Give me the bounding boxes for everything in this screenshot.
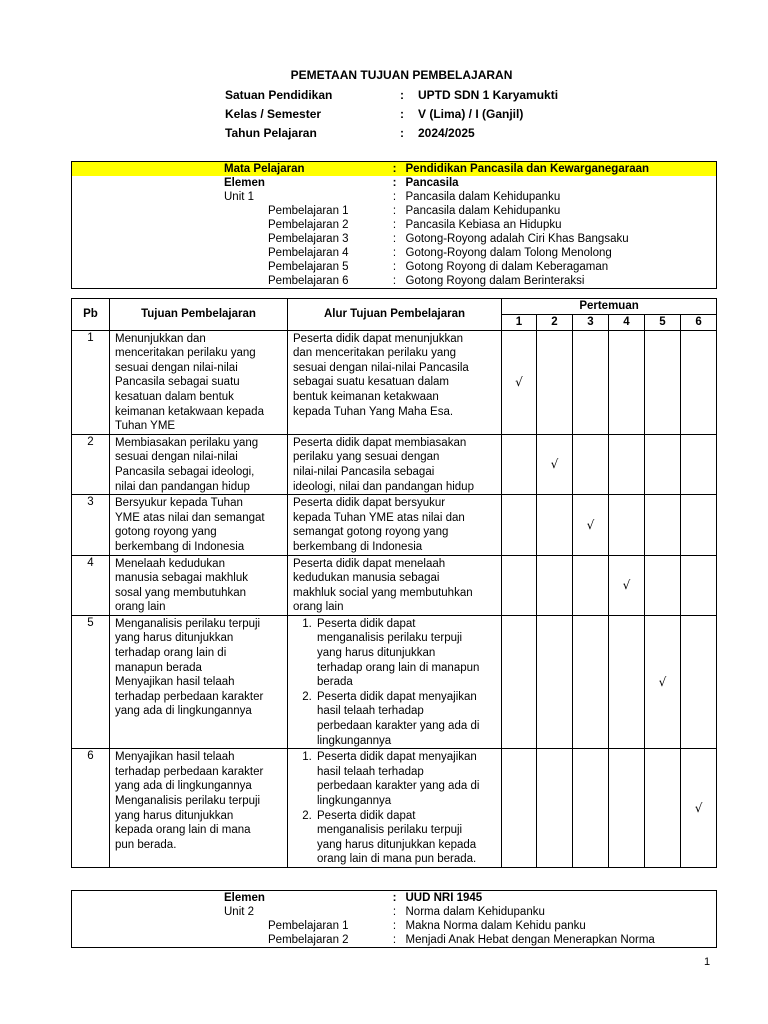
meeting-cell — [681, 495, 717, 555]
checkmark-icon: √ — [694, 800, 703, 815]
tujuan-cell — [110, 749, 288, 868]
lesson-row — [72, 919, 717, 933]
element-label: Elemen — [72, 891, 388, 906]
checkmark-icon: √ — [622, 577, 631, 592]
lesson-value: Pancasila Kebiasa an Hidupku — [402, 218, 717, 232]
alur-line: 1. Peserta didik dapat menyajikan — [317, 751, 477, 764]
meeting-cell — [537, 330, 573, 434]
tujuan-line: yang harus ditunjukkan — [115, 632, 234, 645]
table-row — [72, 495, 717, 555]
lesson-label: Pembelajaran 1 — [72, 204, 388, 218]
alur-line: berada — [317, 676, 353, 689]
tujuan-cell — [110, 495, 288, 555]
tujuan-line: Menyajikan hasil telaah — [115, 676, 235, 689]
subject-label: Mata Pelajaran — [72, 162, 388, 177]
subject-value: Pendidikan Pancasila dan Kewarganegaraan — [402, 162, 717, 177]
separator: : — [392, 219, 397, 231]
alur-line: nilai-nilai Pancasila sebagai — [293, 465, 435, 478]
meeting-cell — [681, 330, 717, 434]
learning-objectives-table — [71, 298, 717, 868]
lesson-value: Pancasila dalam Kehidupanku — [402, 204, 717, 218]
alur-cell — [288, 330, 502, 434]
alur-line: perbedaan karakter yang ada di — [317, 780, 480, 793]
lesson-value: Gotong Royong dalam Berinteraksi — [402, 274, 717, 289]
alur-line: yang harus ditunjukkan — [317, 647, 436, 660]
tujuan-line: pun berada. — [115, 838, 177, 851]
separator: : — [392, 205, 397, 217]
tujuan-line: Membiasakan perilaku yang — [115, 436, 259, 449]
meeting-cell — [645, 434, 681, 494]
page-number: 1 — [704, 956, 711, 968]
meeting-cell — [537, 749, 573, 868]
checkmark-icon: √ — [586, 517, 595, 532]
meeting-header: 5 — [645, 315, 681, 331]
header-pertemuan: Pertemuan — [502, 299, 717, 315]
meeting-cell — [681, 749, 717, 868]
element-label: Elemen — [72, 176, 388, 190]
tujuan-line: sesuai dengan nilai-nilai — [115, 361, 238, 374]
tujuan-line: Menunjukkan dan — [115, 332, 206, 345]
meeting-cell — [573, 749, 609, 868]
tujuan-line: gotong royong yang — [115, 526, 217, 539]
meta-separator: : — [400, 126, 404, 140]
alur-line: ideologi, nilai dan pandangan hidup — [293, 480, 474, 493]
unit2-header-table — [71, 890, 717, 948]
tujuan-line: menceritakan perilaku yang — [115, 347, 256, 360]
alur-cell — [288, 434, 502, 494]
meeting-cell — [573, 615, 609, 748]
pb-number: 3 — [72, 495, 110, 555]
tujuan-line: sesuai dengan nilai-nilai — [115, 451, 238, 464]
alur-list-item — [315, 617, 497, 690]
checkmark-icon: √ — [550, 457, 559, 472]
alur-line: sebagai suatu kesatuan dalam — [293, 376, 449, 389]
meeting-header: 2 — [537, 315, 573, 331]
tujuan-line: Menganalisis perilaku terpuji — [115, 795, 261, 807]
tujuan-line: YME atas nilai dan semangat — [115, 511, 265, 524]
meeting-cell — [573, 495, 609, 555]
tujuan-line: manusia sebagai makhluk — [115, 572, 248, 585]
meeting-cell — [681, 615, 717, 748]
pb-number: 5 — [72, 615, 110, 748]
meeting-cell — [573, 330, 609, 434]
unit-label: Unit 1 — [72, 190, 388, 204]
checkmark-icon: √ — [515, 374, 523, 389]
lesson-label: Pembelajaran 6 — [72, 274, 388, 289]
tujuan-line: Menganalisis perilaku terpuji — [115, 617, 261, 630]
tujuan-line: yang harus ditunjukkan — [115, 809, 234, 822]
tujuan-cell — [110, 330, 288, 434]
lesson-label: Pembelajaran 2 — [72, 218, 388, 232]
meeting-cell — [502, 434, 537, 494]
alur-list-item — [315, 809, 497, 867]
alur-list-item — [315, 750, 497, 808]
alur-line: kepada Tuhan Yang Maha Esa. — [293, 405, 454, 418]
table-row — [72, 330, 717, 434]
lesson-value: Gotong-Royong adalah Ciri Khas Bangsaku — [402, 232, 717, 246]
meeting-cell — [502, 330, 537, 434]
pb-number: 4 — [72, 555, 110, 615]
unit-value: Pancasila dalam Kehidupanku — [402, 190, 717, 204]
alur-line: kedudukan manusia sebagai — [293, 572, 440, 585]
header-tujuan: Tujuan Pembelajaran — [110, 299, 288, 331]
alur-cell — [288, 749, 502, 868]
tujuan-line: Tuhan YME — [115, 420, 176, 433]
element-value: Pancasila — [402, 176, 717, 190]
tujuan-line: keimanan ketakwaan kepada — [115, 405, 264, 418]
meeting-cell — [537, 555, 573, 615]
tujuan-line: Bersyukur kepada Tuhan — [115, 497, 243, 510]
meeting-cell — [609, 749, 645, 868]
pb-number: 6 — [72, 749, 110, 868]
tujuan-cell — [110, 615, 288, 748]
alur-list — [293, 617, 497, 748]
meeting-header: 3 — [573, 315, 609, 331]
meeting-cell — [502, 495, 537, 555]
meta-separator: : — [400, 107, 404, 121]
tujuan-line: yang ada di lingkungannya — [115, 780, 252, 793]
lesson-row — [72, 232, 717, 246]
tujuan-line: kesatuan dalam bentuk — [115, 390, 234, 403]
alur-line: perbedaan karakter yang ada di — [317, 720, 480, 733]
separator: : — [392, 920, 397, 932]
meeting-cell — [502, 749, 537, 868]
element-row — [72, 891, 717, 906]
alur-line: Peserta didik dapat bersyukur — [293, 497, 446, 510]
meeting-cell — [502, 615, 537, 748]
lesson-value: Menjadi Anak Hebat dengan Menerapkan Norma — [402, 933, 717, 948]
lesson-value: Makna Norma dalam Kehidu panku — [402, 919, 717, 933]
meeting-cell — [609, 555, 645, 615]
meeting-cell — [609, 434, 645, 494]
separator: : — [388, 162, 402, 177]
meeting-header: 4 — [609, 315, 645, 331]
alur-cell — [288, 495, 502, 555]
alur-list-item — [315, 690, 497, 748]
unit-label: Unit 2 — [72, 905, 388, 919]
lesson-label: Pembelajaran 2 — [72, 933, 388, 948]
header-alur: Alur Tujuan Pembelajaran — [288, 299, 502, 331]
meeting-cell — [645, 330, 681, 434]
alur-line: makhluk social yang membutuhkan — [293, 586, 473, 599]
alur-cell — [288, 615, 502, 748]
table-row — [72, 615, 717, 748]
alur-line: 1. Peserta didik dapat — [317, 617, 416, 630]
alur-line: menganalisis perilaku terpuji — [317, 632, 463, 645]
meta-value: 2024/2025 — [418, 126, 475, 140]
alur-line: Peserta didik dapat menelaah — [293, 557, 446, 570]
separator: : — [392, 191, 397, 203]
tujuan-line: nilai dan pandangan hidup — [115, 480, 250, 493]
tujuan-line: yang ada di lingkungannya — [115, 705, 252, 718]
lesson-row — [72, 274, 717, 289]
alur-line: terhadap orang lain di manapun — [317, 661, 480, 674]
tujuan-line: terhadap perbedaan karakter — [115, 690, 264, 703]
lesson-label: Pembelajaran 5 — [72, 260, 388, 274]
meta-label: Satuan Pendidikan — [225, 88, 333, 102]
alur-line: orang lain di mana pun berada. — [317, 853, 477, 866]
element-value: UUD NRI 1945 — [402, 891, 717, 906]
lesson-row — [72, 260, 717, 274]
meeting-cell — [645, 749, 681, 868]
alur-line: semangat gotong royong yang — [293, 526, 449, 539]
tujuan-line: manapun berada — [115, 661, 202, 674]
tujuan-line: Menelaah kedudukan — [115, 557, 225, 570]
lesson-row — [72, 204, 717, 218]
tujuan-line: terhadap orang lain di — [115, 647, 227, 660]
table-body — [72, 330, 717, 868]
subject-header-table — [71, 161, 717, 289]
alur-line: menganalisis perilaku terpuji — [317, 824, 463, 837]
meeting-cell — [609, 615, 645, 748]
meeting-cell — [681, 555, 717, 615]
alur-line: bentuk keimanan ketakwaan — [293, 390, 439, 403]
separator: : — [388, 891, 402, 906]
checkmark-icon: √ — [658, 674, 667, 689]
element-row — [72, 176, 717, 190]
separator: : — [392, 233, 397, 245]
alur-line: hasil telaah terhadap — [317, 705, 424, 718]
meeting-cell — [573, 555, 609, 615]
separator: : — [392, 261, 397, 273]
tujuan-line: terhadap perbedaan karakter — [115, 765, 264, 778]
separator: : — [392, 906, 397, 918]
meeting-cell — [645, 495, 681, 555]
meta-value: UPTD SDN 1 Karyamukti — [418, 88, 559, 102]
separator: : — [392, 247, 397, 259]
pb-number: 1 — [72, 330, 110, 434]
unit-row — [72, 905, 717, 919]
tujuan-cell — [110, 434, 288, 494]
meeting-cell — [537, 615, 573, 748]
alur-line: berkembang di Indonesia — [293, 540, 423, 553]
alur-line: orang lain — [293, 601, 344, 614]
meeting-cell — [537, 434, 573, 494]
meeting-header: 1 — [502, 315, 537, 331]
separator: : — [388, 933, 402, 948]
meeting-cell — [537, 495, 573, 555]
alur-line: Peserta didik dapat menunjukkan — [293, 332, 464, 345]
lesson-value: Gotong Royong di dalam Keberagaman — [402, 260, 717, 274]
meeting-header: 6 — [681, 315, 717, 331]
alur-line: lingkungannya — [317, 734, 392, 747]
table-row — [72, 555, 717, 615]
alur-line: sesuai dengan nilai-nilai Pancasila — [293, 361, 469, 374]
tujuan-line: kepada orang lain di mana — [115, 824, 251, 837]
pb-number: 2 — [72, 434, 110, 494]
alur-line: hasil telaah terhadap — [317, 765, 424, 778]
alur-list — [293, 750, 497, 867]
tujuan-line: Menyajikan hasil telaah — [115, 751, 235, 764]
meeting-cell — [681, 434, 717, 494]
meeting-cell — [645, 615, 681, 748]
lesson-row — [72, 246, 717, 260]
alur-line: kepada Tuhan YME atas nilai dan — [293, 511, 465, 524]
table-row — [72, 749, 717, 868]
lesson-label: Pembelajaran 1 — [72, 919, 388, 933]
meeting-cell — [573, 434, 609, 494]
lesson-row — [72, 933, 717, 948]
tujuan-line: berkembang di Indonesia — [115, 540, 245, 553]
meeting-cell — [609, 495, 645, 555]
header-pb: Pb — [72, 299, 110, 331]
tujuan-line: orang lain — [115, 601, 166, 614]
alur-line: lingkungannya — [317, 795, 392, 807]
lesson-label: Pembelajaran 3 — [72, 232, 388, 246]
alur-cell — [288, 555, 502, 615]
meta-value: V (Lima) / I (Ganjil) — [418, 107, 524, 121]
alur-line: Peserta didik dapat membiasakan — [293, 436, 467, 449]
alur-line: dan menceritakan perilaku yang — [293, 347, 457, 360]
meta-label: Kelas / Semester — [225, 107, 322, 121]
meta-separator: : — [400, 88, 404, 102]
meeting-cell — [609, 330, 645, 434]
table-row — [72, 434, 717, 494]
lesson-row — [72, 218, 717, 232]
meeting-cell — [502, 555, 537, 615]
meeting-cell — [645, 555, 681, 615]
tujuan-line: Pancasila sebagai ideologi, — [115, 465, 255, 478]
alur-line: yang harus ditunjukkan kepada — [317, 838, 477, 851]
tujuan-line: Pancasila sebagai suatu — [115, 376, 240, 389]
alur-line: 2. Peserta didik dapat menyajikan — [317, 690, 477, 703]
meta-label: Tahun Pelajaran — [225, 126, 317, 140]
alur-line: 2. Peserta didik dapat — [317, 809, 416, 822]
document-title: PEMETAAN TUJUAN PEMBELAJARAN — [290, 68, 513, 82]
subject-row — [72, 162, 717, 177]
lesson-label: Pembelajaran 4 — [72, 246, 388, 260]
tujuan-line: sosal yang membutuhkan — [115, 586, 247, 599]
lesson-value: Gotong-Royong dalam Tolong Menolong — [402, 246, 717, 260]
unit-value: Norma dalam Kehidupanku — [402, 905, 717, 919]
alur-line: perilaku yang sesuai dengan — [293, 451, 440, 464]
tujuan-cell — [110, 555, 288, 615]
separator: : — [388, 274, 402, 289]
separator: : — [392, 177, 397, 189]
unit-row — [72, 190, 717, 204]
